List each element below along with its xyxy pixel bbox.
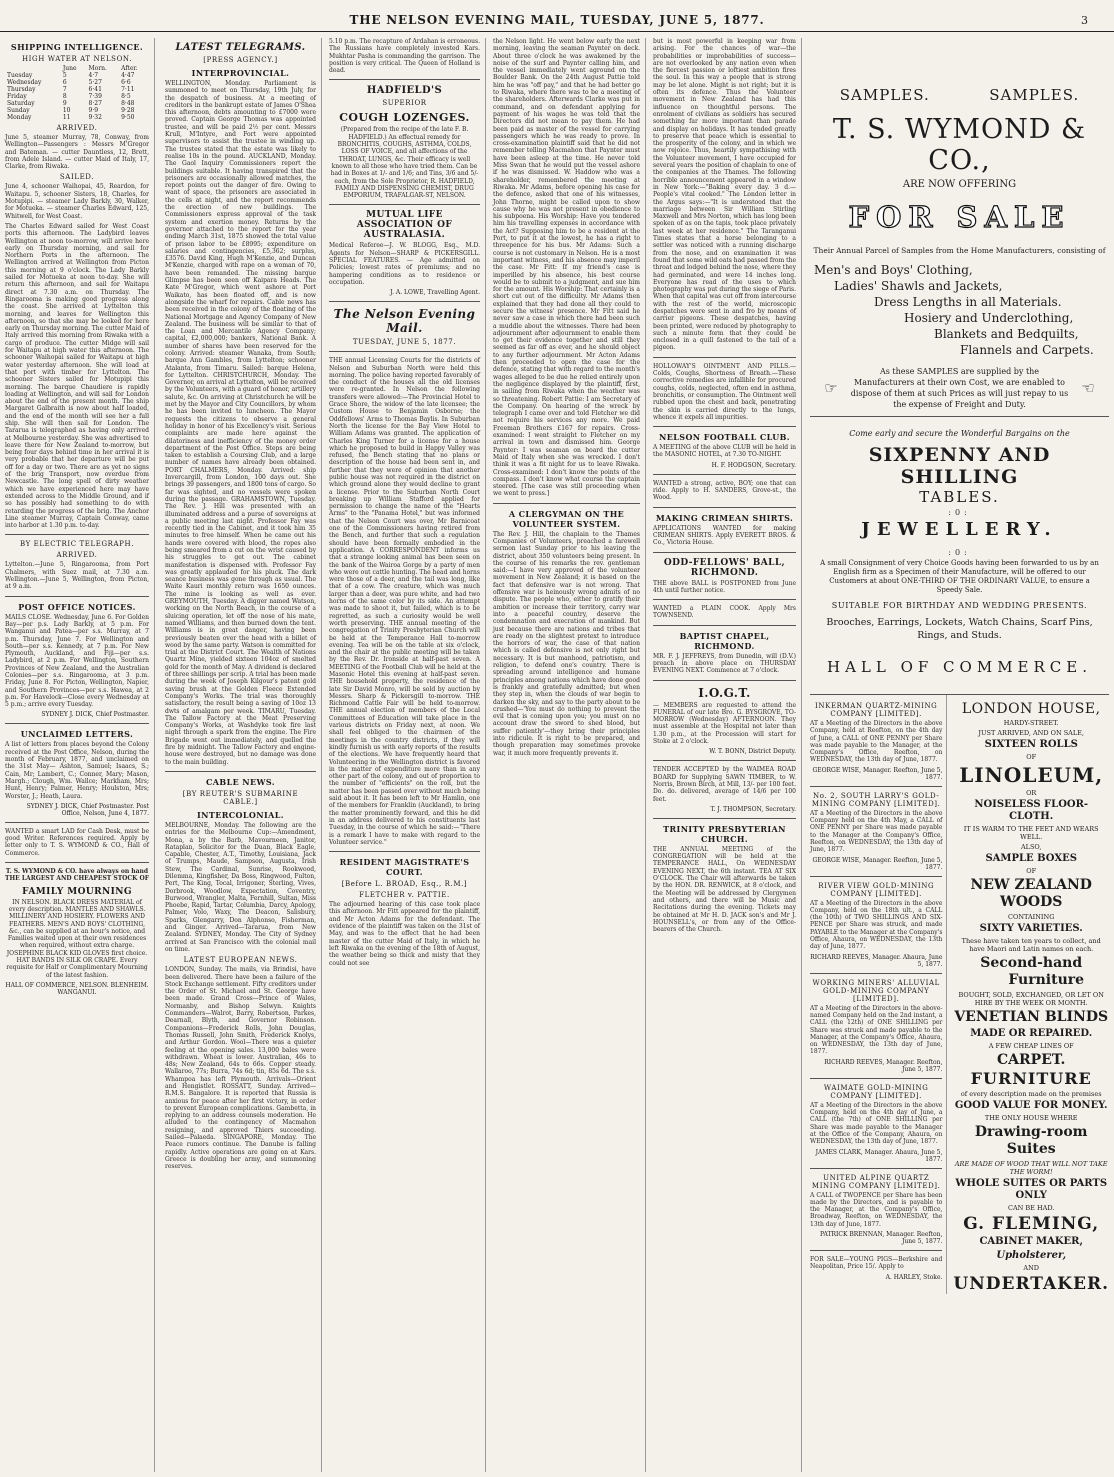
ornament-divider: :0: [948, 508, 971, 517]
connector-text: OF [1026, 753, 1037, 761]
notice [810, 1084, 942, 1163]
tide-row: Friday 8 7·39 8·5 [7, 93, 131, 100]
as-these-text: As these SAMPLES are supplied by the Manufacturers at their own Cost, we are enabled to dispose of them at such Prices as will just repay to us the expense of Freight and Duty. [850, 367, 1069, 409]
samples-right: SAMPLES. [989, 86, 1080, 104]
goods-item: Flannels and Carpets. [960, 343, 1094, 357]
tide-row: Wednesday 6 5·27 6·6 [7, 79, 131, 86]
football-club-heading: NELSON FOOTBALL CLUB. [659, 432, 790, 443]
connector-text: OR [1026, 789, 1037, 797]
london-house-heading: LONDON HOUSE, [961, 701, 1101, 717]
latest-telegrams-heading: LATEST TELEGRAMS. [175, 42, 306, 53]
notice-text: FOR SALE—YOUNG PIGS—Berkshire and Neapolitan, Price 15/. Apply to [810, 1255, 943, 1271]
cable-news-heading: CABLE NEWS. [206, 776, 275, 787]
second-hand: Second-hand [980, 955, 1083, 971]
sailed-text: June 4, schooner Waihopai, 45, Reardon, for Waitapu. 5, schooner Sisters, 18, Charles, for Motupipi. — steamer Lady Barkly, 30, Walker, for Motueka. — steamer Charles Edward, 125, Whitwell, for West Coast. [5, 183, 149, 220]
pointing-hand-icon: ☜ [1081, 378, 1095, 397]
telegraph-heading: BY ELECTRIC TELEGRAPH. [19, 540, 135, 549]
football-club-text: A MEETING of the above CLUB will be held in the MASONIC HOTEL, at 7.30 TO-NIGHT. [653, 444, 796, 459]
tide-row: Monday 11 9·32 9·50 [7, 114, 135, 121]
notice [810, 979, 942, 1073]
divider [653, 507, 796, 508]
high-water-heading: HIGH WATER AT NELSON. [21, 55, 133, 63]
ten-years-text: These have taken ten years to collect, and have Maori and Latin names on each. [961, 937, 1101, 953]
undertaker: UNDERTAKER. [953, 1274, 1109, 1294]
notice-signature: A. HARLEY, Stoke. [885, 1273, 943, 1281]
divider [810, 876, 942, 877]
crimean-text: APPLICATIONS WANTED for making CRIMEAN SHIRTS. Apply EVERETT BROS. & Co., Victoria House. [653, 524, 796, 547]
connector-text: OF [1026, 867, 1037, 875]
column-6-advertisement [805, 38, 1114, 1472]
arrived-text: June 5, steamer Murray, 78, Conway, from Wellington—Passengers : Messrs M'Gregor and Bateman. — cutter Dauntless, 12, Brett, from Adele Island. — cutter Maid of Italy, 17, Clarke, from Riwaka. [5, 134, 149, 171]
sailed-heading: SAILED. [59, 173, 95, 182]
divider [329, 204, 480, 205]
tide-table [5, 65, 149, 121]
trinity-text: THE ANNUAL MEETING of the CONGREGATION will be held at the TEMPERANCE HALL, On WEDNESDAY EVENING NEXT, the 6th instant. TEA AT SIX O'CLOCK. The Chair will afterwards be taken by the HON. DR. RENWICK, at 8 o'clock, and the Meeting will be addressed by Clergymen and others, and there will be Music and Recitations during the evening. Tickets may be obtained at Mr H. D. JACK son's and Mr J. HOUNSELL's, or from any of the Office-bearers of the Church. [653, 845, 796, 934]
divider [653, 599, 796, 600]
family-mourning-heading: FAMILY MOURNING [22, 886, 132, 897]
ornament-divider: :0: [948, 548, 971, 557]
can-be-had: CAN BE HAD. [1007, 1204, 1055, 1212]
tide-row: Saturday 9 8·27 8·48 [7, 100, 135, 107]
notice-signature: GEORGE WISE, Manager. Reefton, June 5, 1877. [812, 856, 943, 871]
sample-boxes: SAMPLE BOXES [985, 853, 1077, 864]
annual-parcel-text: Their Annual Parcel of Samples from the Home Manufacturers, consisting of [813, 246, 1106, 255]
telegraph-text: Lyttelton.—June 5, Ringarooma, from Port Chalmers, with Suez mail, at 7.30 a.m. Wellington.—June 5, Wellington, from Picton, at 9 a.m. [5, 561, 149, 591]
divider [653, 357, 796, 358]
connector-text: CONTAINING [1008, 913, 1055, 921]
divider [810, 1250, 942, 1251]
sixteen-rolls: SIXTEEN ROLLS [984, 739, 1078, 750]
divider [653, 680, 796, 681]
interprovincial-text: WELLINGTON, Monday. Parliament is summoned to meet on Thursday, 19th July, for the despatch of business. At a meeting of creditors in the bankrupt estate of James O'Shea this afternoon, debts amounting to £7000 were proved. Captain George Thomas was appointed trustee, and will be paid 2½ per cent. Messrs Krull, M'Intyre, and Fort were appointed supervisors to assist the trustee in winding up. The trustee stated that the estate was likely to realise 10s in the pound. AUCKLAND, Monday. The Gaol Inquiry Commissioners report the buildings suitable. It having transpired that the prisoners are occasionally allowed matches, the report points out the danger of fire. Owing to want of space, the prisoners are associated in the cells at night, and the report recommends the erection of new buildings. The Commissioners express approval of the task system and exertion money. Returns by the governor attached to the report for the year ending March 31st, 1875 showed the total value of prison labor to be £8995; expenditure on salaries and contingencies, £5,362; surplus, £3576. David King, Hugh M'Kenzie, and Duncan M'Kenzie, charged with rape on a woman of 70, have been remanded. The missing barque Glimpse has been seen off Kaipara Heads. The Kate M'Gregor, which went ashore at Port Waikato, has been floated off, and is now alongside the wharf for repairs. Cable news has been received in the colony of the floating of the National Mortgage and Agency Company of New Zealand. The business will be similar to that of the Loan and Mercantile Agency Company; capital, £2,000,000; bankers, National Bank. A number of shares have been reserved for the colony. Arrived: steamer Wanaka, from South; barque Ann Gambles, from Lyttelton; schooner Atalanta, from Timaru. Sailed: barque Helena, for Lyttelton. CHRISTCHURCH, Monday. The Governor, on arrival at Lyttelton, will be received by the Volunteers, with a guard of honor, artillery salute, &c. On arriving at Christchurch he will be met by the Mayor and City Councillors, by whom he has been invited to luncheon. The Mayor requests the citizens to observe a general holiday in honor of his Excellency's visit. Serious complaints are made here against the dilatoriness and inefficiency of the money order department of the Post Office. Steps are being taken to establish a Coursing Club, and a large number of names have already been obtained. PORT CHALMERS, Monday. Arrived: ship Invercargill, from London, 100 days out. She brings 39 passengers, and 1800 tons of cargo. So far was sighted, and no vessels were spoken during the passage. GRAHAMSTOWN, Tuesday. The Rev. J. Hill was presented with an illuminated address and a purse of sovereigns at a public meeting last night. Professor Fay was recently tied in the Cabinet, and it took him 35 minutes to free himself. When he came out his hands were covered with blood, the ropes also being smeared from a cut on the wrist caused by his struggles to get out. The cabinet manifestation is dispensed with. Professor Fay was greatly applauded for his pluck. The dark seance business was gone through as usual. The Waite Kauri monthly return was 1650 ounces. The mine is looking as well as ever. GREYMOUTH, Tuesday. A digger named Watson, working on the North Beach, in the course of a sluicing operation, let off the nose of his mate, named Williams, and then burned down the tent. Williams is in great danger, having been previously beaten over the head with a billet of wood by the same party. Watson is committed for trial at the District Court. The Wealth of Nations Quartz Mine, yielded sixteen 104oz of smelted gold for the month of May. A dividend is declared of three shillings per scrip. A trial has been made during the week of Joseph Kilgour's patent gold saving brush at the Golden Fleece Extended Company's Works. The trial was thoroughly satisfactory, the result being a saving of 10oz 13 dwts of amalgam per week. TIMARU, Tuesday. The Tallow Factory at the Meat Preserving Company's Works, at Washdyke took fire last night through a spark from the engine. The Fire Brigade went out immediately, and quelled the fire by midnight. The Tallow Factory and engine-house were destroyed, but no damage was done to the main building. [165, 80, 316, 766]
football-club-signature: H. F. HODGSON, Secretary. [711, 461, 796, 469]
shipping-body: The Charles Edward sailed for West Coast ports this afternoon. The Ladybird leaves Wellington at noon to-morrow, will arrive here early on Thursday morning, and sail for Northern Ports in the afternoon. The Wellington arrived at Wellington from Picton this morning at 9 o'clock. The Lady Barkly sailed for Motueka at noon to-day. She will return this afternoon, and sail for Waitapu direct at 7.30 a.m. on Thursday. The Ringarooma is making good progress along the coast. She arrived at Lyttelton this morning, and leaves for Wellington this afternoon, so that she may be looked for here early on Thursday morning. The cutter Maid of Italy arrived this morning from Riwaka with a cargo of produce. The cutter Midge will sail for Waitapu at high water this afternoon. The schooner Waihopai sailed for Waitapu at high water yesterday afternoon. She will load at that port with timber for Lyttelton. The schooner Sisters sailed for Motupipi this morning. The barque Chaudiere is rapidly loading at Wellington, and will sail for London about the end of the present month. The ship Margaret Galbraith is now about half loaded, and the end of the month will see her a full ship. She will then sail for London. The Tararua is telegraphed as having only arrived at Melbourne yesterday. She was advertised to leave there for New Zealand to-morrow, but being four days behind time in her arrival it is very probable that her departure will be put off for a day or two. There are as yet no signs of the brig Transport, now overdue from Newcastle. The long spell of dirty weather which we have experienced here may have extended across to the Middle Ground, and if so has possibly had something to do with retarding the progress of the brig. The Anchor Line steamer Murray, Captain Conway, came into harbor at 1.30 p.m. to-day. [5, 222, 149, 530]
divider [653, 552, 796, 553]
few-cheap-lines: A FEW CHEAP LINES OF [988, 1042, 1074, 1050]
notice-text: AT a Meeting of the Directors in the above-named Company held on the 2nd instant, a CALL (the 12th) of ONE SHILLING per Share was struck and made payable to the Manager, at the Company's Office, Ahaura, on WEDNESDAY, the 13th day of June, 1877. [810, 1004, 943, 1056]
court-text: The adjourned hearing of this case took place this afternoon. Mr Fitt appeared for the plaintiff, and Mr Acton Adams for the defendant. The evidence of the plaintiff was taken on the 31st of May, and was to the effect that he had been master of the cutter Maid of Italy, in which he left Riwaka on the evening of the 18th of August, the weather being so thick and misty that they could not see [329, 901, 480, 967]
divider [329, 79, 480, 80]
linoleum-heading: LINOLEUM, [959, 763, 1104, 787]
column-1 [0, 38, 155, 1472]
suitable-text: SUITABLE FOR BIRTHDAY AND WEDDING PRESENTS. [831, 601, 1088, 610]
mourning-signature: HALL OF COMMERCE, NELSON. BLENHEIM. WANGANUI. [5, 981, 149, 996]
tender-text: TENDER ACCEPTED by the WAIMEA ROAD BOARD for Supplying SAWN TIMBER, to W. Norris, Brown Birch, at Mill, 13/- per 100 feet. Do. do. delivered, average of 14/6 per 100 feet. [653, 766, 796, 803]
divider [810, 1078, 942, 1079]
divider [5, 723, 149, 724]
notice [810, 1256, 942, 1281]
goods-item: Ladies' Shawls and Jackets, [834, 279, 1003, 293]
crimean-heading: MAKING CRIMEAN SHIRTS. [655, 512, 794, 523]
wanted-boy-ad: WANTED a strong, active, BOY; one that can ride. Apply to H. SANDERS, Grove-st., the Wood. [653, 479, 796, 502]
notice-signature: JAMES CLARK, Manager. Ahaura, June 5, 1877. [815, 1148, 943, 1163]
samples-row [810, 86, 1109, 104]
mutual-life-text: Medical Referee—J. W. BLOGG, Esq., M.D. Agents for Nelson—SHARP & PICKERSGILL. SPECIAL FEATURES. — Age admitted on Policies; lowest rates of premiums; and no hampering conditions as to residence or occupation. [329, 242, 480, 286]
notice-text: AT a Meeting of the Directors in the above Company held on the 4th May, a CALL of ONE PENNY per Share was made payable to the Manager at the Company's Office, Reefton, on WEDNESDAY, the 13th day of June, 1877. [810, 809, 943, 854]
divider [5, 822, 149, 823]
cough-lozenges-text: (Prepared from the recipe of the late F. B. HADFIELD.) An effectual remedy for BRONCHITIS, COUGHS, ASTHMA, COLDS, LOSS OF VOICE, and all affections of the THROAT, LUNGS, &c. Their efficacy is well known to all those who have tried them. Can be had in Boxes at 1/- and 1/6; and Tins, 3/6 and 5/- each, from the Sole Proprietor, R. HADFIELD, FAMILY AND DISPENSING CHEMIST, DRUG EMPORIUM, TRAFALGAR-ST, NELSON. [330, 126, 479, 200]
nz-woods: NEW ZEALAND WOODS [970, 877, 1092, 910]
divider [493, 503, 640, 504]
case-title: FLETCHER v. PATTIE. [359, 891, 450, 900]
press-agency: [PRESS AGENCY.] [203, 56, 278, 64]
tide-row: Thursday 7 6·41 7·11 [7, 86, 135, 93]
unclaimed-text: A list of letters from places beyond the Colony received at the Post Office, Nelson, during the month of February, 1877, and unclaimed on the 31st May— Ashton, Samuel; Isaacs, S.; Cain, Mr; Lambert, C.; Conner, Mary; Mason, Margh.; Clough, Wm. Wallce; Markham, Mrs; Hunt, Henry; Palmer, Henry; Houlston, Mrs; Worster, J.; Heath, Laura. [5, 741, 149, 800]
wanted-cook-ad: WANTED a PLAIN COOK. Apply Mrs TOWNSEND. [653, 605, 796, 620]
only-house: THE ONLY HOUSE WHERE [984, 1114, 1078, 1122]
come-early-text: Come early and secure the Wonderful Bargains on the [849, 429, 1070, 438]
tide-head: June [62, 65, 77, 72]
cabinet-maker: CABINET MAKER, [979, 1236, 1083, 1247]
unclaimed-signature: SYDNEY J. DICK, Chief Postmaster. Post Office, Nelson, June 4, 1877. [26, 802, 149, 817]
oddfellows-heading: ODD-FELLOWS' BALL, RICHMOND. [663, 557, 786, 578]
divider [5, 596, 149, 597]
baptist-heading: BAPTIST CHAPEL, RICHMOND. [679, 630, 770, 651]
notice [810, 882, 942, 968]
notice-title: No. 2, SOUTH LARRY'S GOLD-MINING COMPANY [LIMITED]. [811, 791, 941, 808]
notice-title: UNITED ALPINE QUARTZ MINING COMPANY [LIMITED]. [811, 1173, 941, 1190]
notice-signature: PATRICK BRENNAN, Manager. Reefton, June 5, 1877. [820, 1230, 943, 1245]
notice-signature: RICHARD REEVES, Manager. Ahaura, June 5, 1877. [810, 953, 943, 968]
holloway-ad: HOLLOWAY'S OINTMENT AND PILLS.—Colds, Coughs, Shortness of Breath.—These corrective remedies are infallible for procured coughs, colds, neglected, often end in asthma, bronchitis, or consumption. The Ointment well rubbed upon the chest and back, penetrating the skin is carried directly to the lungs, whence it expels all impurities. [653, 362, 796, 421]
trinity-heading: TRINITY PRESBYTERIAN CHURCH. [663, 823, 786, 844]
cable-continued: 5.10 p.m. The recapture of Ardahan is erroneous. The Russians have completely invested Kars. Mukhtar Pasha is commanding the garrison. The position is very critical. The Queen of Holland is dead. [329, 38, 480, 75]
notice-title: WAIMATE GOLD-MINING COMPANY [LIMITED]. [823, 1083, 929, 1100]
connector-text: ALSO, [1020, 843, 1042, 851]
divider [810, 1168, 942, 1169]
arrived-heading: ARRIVED. [56, 124, 98, 132]
upholsterer: Upholsterer, [996, 1250, 1067, 1261]
column-2 [160, 38, 322, 1472]
good-value: GOOD VALUE FOR MONEY. [954, 1100, 1108, 1111]
notice [810, 702, 942, 781]
column-3 [324, 38, 486, 1472]
iogt-text: — MEMBERS are requested to attend the FUNERAL of our late Bro. G. BYSGROVE, TO-MORROW (Wednesday) AFTERNOON. They must assemble at the Hospital not later than 1.30 p.m., at the Procession will start for Stoke at 2 o'clock. [653, 701, 796, 746]
european-text: LONDON, Sunday. The mails, via Brindisi, have been delivered. There have been a failure of the Stock Exchange settlement. Fifty creditors under the Order of St. Michael and St. George have been made. Grand Cross—Prince of Wales, Normanby, and Bishop Selwyn. Knights Commanders—Walrot, Barry, Robertson, Parkes, Dearnall, Blyth, and Governor Robinson. Companions—Frederick Rolls, John Douglas, Thomas Russell, John Smith, Frederick Knolys, and Arthur Gordon. Wool—There was a quieter feeling at the opening sales. 13,000 bales were withdrawn. Wheat is lower. Australian, 46s to 48s; New Zealand, 64s to 66s. Copper steady. Wallaroo, 77s; Burra, 74s 6d; tin, 85s 6d. The s.s. Whampoa has left Plymouth. Arrivals—Orient and Hengistlet. ROSSATT, Sunday. Arrived—R.M.S. Bangalore. It is reported that Russia is anxious for peace after her first victory, in order to prevent European complications. Gambetta, in replying to an address counsels moderation. He alluded to the contingency of Macmahon resigning, and approved Thiers succeeding. Sailed—Palaeda. SINGAPORE, Monday. The Peace rumors continue. The Danube is falling rapidly. Active operations are going on at Kars. Greece is doubling her army, and summoning reserves. [165, 966, 316, 1171]
notice-signature: GEORGE WISE, Manager. Reefton, June 5, 1877. [812, 766, 943, 781]
goods-item: Hosiery and Underclothing, [904, 311, 1074, 325]
notice-title: RIVER VIEW GOLD-MINING COMPANY [LIMITED]. [818, 881, 935, 898]
clergyman-heading: A CLERGYMAN ON THE VOLUNTEER SYSTEM. [508, 508, 625, 529]
court-text-continued: the Nelson light. He went below early the next morning, leaving the seaman Paynter on deck. About three o'clock he was awakened by the noise of the surf and Paynter calling him, and the vessel immediately went aground on the Boulder Bank. On the 24th August Pattie told him he was "off pay," and that he had better go to Riwaka, where there was to be a meeting of the shareholders. Afterwards Clarke was put in command, and on defendant applying for payment of his wages he was told that the Directors did not mean to pay them. He had been paid as master of the vessel for carrying passengers which he was ready to prove. In cross-examination plaintiff said that he did not remember telling Macmahon that Paynter must have been asleep at the time. He never told Miss Swan that he would put the vessel ashore if he was dismissed. W. Haddow who was a shareholder, remembered the meeting at Riwaka. Mr Adams, before opening his case for the defence, asked that one of his witnesses, John Thorne, might be called upon to show cause why he was not present in obedience to his subpoena. His Worship: Have you tendered him his travelling expenses in accordance with the Act? Supposing him to be a resident at the Port, to put it at the lowest, he has a right to threepence for his bus. Mr Adams: Such a course is not customary in Nelson. He is a most important witness, and his absence may imperil the case. Mr Fitt: If my friend's case is imperilled by his absence, his best course would be to submit to a judgment, and sue him for the amount. His Worship: That certainly is a short cut out of the difficulty. Mr Adams then explained that they had done all they could to secure the witness' presence. Mr Fitt said he never saw a case in which there had been such a muddle about the witnesses. There had been adjournment after adjournment to enable them to get their evidence together and still they seemed as far off as ever, and he should object to any further adjournment. Mr Acton Adams then proceeded to open the case for the defence, stating that with regard to the month's wages alleged to be due he relied entirely upon the negligence displayed by the plaintiff, first, in sailing from Riwaka when the weather was so threatening. Robert Pattie: I am Secretary of the Company. On hearing of the wreck by telegraph I came over and told Fletcher we did not require his services any more. We paid Freeman Brothers £167 for repairs. Cross-examined: I went straight to Fletcher on my arrival in town and dismissed him. George Paynter: I was seaman on board the cutter Maid of Italy when she was wrecked. I don't think it was a fit night for us to leave Riwaka. Cross-examined: I don't know the points of the compass. I don't know what course the captain steered. [The case was still proceeding when we went to press.] [493, 38, 640, 498]
mourning-text: IN NELSON. BLACK DRESS MATERIAL of every description. MANTLES AND SHAWLS. MILLINERY AND HOSIERY. FLOWERS AND FEATHERS. MEN'S AND BOYS' CLOTHING, &c., can be supplied at an hour's notice, and Families waited upon at their own residences when required, without extra charge. JOSEPHINE BLACK KID GLOVES first choice. HAT BANDS IN SILK OR CRAPE. Every requisite for Half or Complimentary Mourning of the latest fashion. [6, 898, 148, 979]
iogt-signature: W. T. BONN, District Deputy. [709, 748, 796, 756]
whole-suites: WHOLE SUITES OR PARTS ONLY [955, 1178, 1108, 1201]
divider [653, 818, 796, 819]
divider [5, 534, 149, 535]
european-heading: LATEST EUROPEAN NEWS. [183, 956, 298, 965]
divider [810, 786, 942, 787]
mutual-life-signature: J. A. LOWE, Travelling Agent. [390, 289, 480, 297]
notice-text: AT a Meeting of the Directors in the above Company, held on the 4th day of June, a CALL (the 7th) of ONE SHILLING per Share was made payable to the Manager at the Office of the Company, Ahaura, on WEDNESDAY, the 13th day of June, 1877. [810, 1101, 943, 1146]
baptist-text: MR. F. J. JEFFREYS, from Dunedin, will (D.V.) preach in above place on THURSDAY EVENING NEXT. Commence at 7 o'clock. [653, 652, 796, 675]
superior-label: SUPERIOR [382, 99, 427, 108]
drawing-room-suites: Drawing-room Suites [974, 1124, 1088, 1157]
sixty-varieties: SIXTY VARIETIES. [979, 923, 1083, 934]
wymond-heading: T. S. WYMOND & CO., [832, 114, 1087, 176]
divider [653, 760, 796, 761]
divider [810, 416, 1109, 417]
pointing-hand-icon: ☞ [824, 378, 838, 397]
warm-text: IT IS WARM TO THE FEET AND WEARS WELL. [963, 825, 1099, 841]
worm-text: ARE MADE OF WOOD THAT WILL NOT TAKE THE WORM! [954, 1160, 1108, 1176]
divider [5, 862, 149, 863]
notice-text: AT a Meeting of the Directors in the above Company, held at Reefton, on the 4th day of June, a CALL of ONE PENNY per Share was made payable to the Manager, at the Company's Office, Reefton, on WEDNESDAY, the 13th day of June, 1877. [810, 720, 943, 764]
furniture-big: FURNITURE [970, 1069, 1092, 1088]
london-house-ad [947, 695, 1109, 1294]
hardy-street: HARDY-STREET. [1003, 719, 1059, 727]
notice-text: A CALL of TWOPENCE per Share has been made by the Directors, and is payable to the Manager, at the Company's Office, Broadway, Reefton, on WEDNESDAY, the 13th day of June, 1877. [810, 1191, 943, 1228]
clergyman-continued: but is most powerful in keeping war from arising. For the chances of war—the probabilities or improbabilities of success—are not overlooked by any nation even when the fiercest passion or loftiest ambition fires the soul. In this way a people that is strong may be let alone. Might is not right; but it is often its defence. Thus the Volunteer movement in New Zealand has had this influence on thoughtful persons. The enrolment of civilians as soldiers has secured something far more important than parade and display on holidays. It has tended greatly to preserve that peace which is essential to the prosperity of the colony, and in which we now rejoice. Thus, heartily sympathising with the Volunteer movement, I have occupied for several years the position of chaplain to one of the companies at the Thames. The following horrible announcement appeared in a window in New York:—"Baking every day. 3 d.—People's vital cooked." The London letter in the Argus says:—"It is understood that the marriage between Sir William Stirling Maxwell and Mrs Norton, which has long been spoken of as on the tapis, took place privately last week at her residence." The Taranganui Times states that a horse belonging to a settler was noticed with a running discharge from the nose, and on examination it was found that some wild oats had passed from the throat and lodged behind the nose, where they had germinated, and were 14 inches long. Everyone has read of the uses to which photography was put during the siege of Paris. When that capital was cut off from intercourse with the rest of the world, microscopic despatches were sent in and fro by means of carrier pigeons. These despatches, having been printed, were reduced by photography to such a minute form that they could be enclosed in a quill fastened to the tail of a pigeon. [653, 38, 796, 352]
noiseless-floor-cloth: NOISELESS FLOOR-CLOTH. [974, 799, 1089, 822]
divider [653, 426, 796, 427]
furniture-heading: Furniture [1008, 972, 1085, 988]
are-now-offering: ARE NOW OFFERING [902, 179, 1017, 190]
made-repaired: MADE OR REPAIRED. [970, 1028, 1093, 1039]
bought-sold: BOUGHT, SOLD, EXCHANGED, OR LET ON HIRE BY THE WEEK OR MONTH. [958, 991, 1104, 1007]
post-office-signature: SYDNEY J. DICK, Chief Postmaster. [41, 711, 149, 719]
tide-row: Tuesday 5 4·7 4·47 [7, 72, 135, 79]
for-sale-heading: FOR SALE [848, 200, 1071, 234]
samples-left: SAMPLES. [839, 86, 930, 104]
paper-nameplate: The Nelson Evening Mail. [333, 307, 476, 336]
clergyman-text: The Rev. J. Hill, the chaplain to the Thames Companies of Volunteers, preached a farewell sermon last Sunday prior to his leaving the district, about 350 volunteers being present. In the course of his remarks the rev. gentleman said:—I have very approved of the volunteer movement in New Zealand; it is based on the fact that defensive war is not wrong. That offensive war is heinously wrong admits of no dispute. The people who, either to gratify their ambition or increase their territory, carry war into a peaceful country, deserve the condemnation and execration of mankind. But just because there are nations and tribes that are ready on the slightest pretext to introduce the horrors of war, the case of that nation which is called defensive is not only right but necessary. It is but manhood, patriotism, and religion, to defend one's country. There is spreading around intelligence and humane principles among nations which have done good is frankly and gratefully admitted; but when they step in, when the clouds of war begin to darken the sky, and say to the party about to be crushed—'You must do nothing to prevent the evil that is coming upon you; you must on no account draw the sword to shed blood, but suffer patiently'—they bring their principles into ridicule. It is right to be prepared, and though preparation may sometimes provoke war, it much more frequently prevents it. [493, 530, 640, 757]
intercolonial-heading: INTERCOLONIAL. [197, 809, 284, 820]
goods-item: Men's and Boys' Clothing, [814, 263, 973, 277]
tide-row: Sunday 10 9·9 9·28 [7, 107, 135, 114]
divider [653, 625, 796, 626]
sixpenny-heading: SIXPENNY AND SHILLING [868, 444, 1051, 488]
divider [329, 851, 480, 852]
carpet-heading: CARPET. [997, 1052, 1066, 1068]
post-office-text: MAILS CLOSE. Wednesday, June 6. For Golden Bay—per p.s. Lady Barkly, at 5 p.m. For Wanganui and Patea—per s.s. Murray, at 7 p.m. Thursday, June 7. For Wellington and South—per s.s. Kennedy, at 7 p.m. For New Plymouth, Auckland, and Fiji—per s.s. Ladybird, at 2 p.m. For Wellington, Southern Provinces of New Zealand, and the Australian Colonies—per s.s. Ringarooma, at 3 p.m. Friday, June 8. For Picton, Wellington, Napier, and Southern Provinces—per s.s. Hawea, at 2 p.m. For Havelock—Close every Wednesday at 5 p.m.; arrive every Tuesday. [5, 613, 149, 709]
every-description: of every description made on the premises [960, 1090, 1102, 1098]
as-these-row [818, 366, 1101, 410]
mutual-life-heading: MUTUAL LIFE ASSOCIATION OF AUSTRALASIA. [356, 210, 453, 241]
divider [165, 771, 316, 772]
jewellery-heading: JEWELLERY. [861, 519, 1058, 540]
newspaper-header: THE NELSON EVENING MAIL, TUESDAY, JUNE 5, 1877. [349, 13, 765, 27]
tide-head [5, 65, 61, 72]
post-office-heading: POST OFFICE NOTICES. [18, 601, 136, 612]
unclaimed-heading: UNCLAIMED LETTERS. [20, 729, 134, 740]
telegraph-arrived: ARRIVED. [56, 551, 98, 560]
notice-signature: RICHARD REEVES, Manager. Reefton, June 5, 1877. [824, 1058, 943, 1073]
goods-list [810, 262, 1109, 358]
goods-item: Dress Lengths in all Materials. [874, 295, 1062, 309]
tide-head: Morn. [88, 65, 107, 72]
fleming-heading: G. FLEMING, [963, 1214, 1100, 1234]
column-5 [648, 38, 802, 1472]
wymond-mourning-intro: T. S. WYMOND & CO. have always on hand THE LARGEST AND CHEAPEST STOCK OF [5, 868, 149, 883]
before-magistrate: [Before L. BROAD, Esq., R.M.] [341, 880, 468, 889]
divider [653, 474, 796, 475]
notice [810, 1174, 942, 1245]
hadfield-heading: HADFIELD'S [366, 85, 443, 97]
brooches-text: Brooches, Earrings, Lockets, Watch Chains, Scarf Pins, Rings, and Studs. [826, 617, 1093, 641]
column-4 [488, 38, 646, 1472]
divider [329, 301, 480, 302]
mining-notices [810, 695, 947, 1294]
intercolonial-text: MELBOURNE, Monday. The following are the entries for the Melbourne Cup:—Amendment, Mona, a by the Barb, Mavourneen, Janitor, Rataplan, Solicitor for the Duan, Black Eagle, Capable, Chester, A.T., Timothy, Louisiana, Jack of Trumps, Maude, Sampson, Augusta, Irish Stew, The Cardinal, Sunrise, Rookwood, Dilemma, Kingfisher, Da Boss, Ringwood, Fulton, Pert, The King, Tocal, Irrigoner, Sterling, Vives, Dorbrook, Woodlow, Expectation, Coventry, Burwood, Wrangler, Malta, Fernhill, Sultan, Miss Phoebe, Rapid, Tartar, Columbia, Darcy, Apology, Palmer, Volo, Waxy, The Deacon, Salisbury, Sparks, Glengarry, Don Alphonso, Fisherman, and Ginger. Arrived—Tararua, from New Zealand. SYDNEY, Monday. The City of Sydney arrived at San Francisco with the colonial mail on time. [165, 821, 316, 953]
connector-text: AND [1023, 1264, 1039, 1272]
notice-title: INKERMAN QUARTZ-MINING COMPANY [LIMITED]. [815, 702, 938, 718]
venetian-blinds: VENETIAN BLINDS [954, 1009, 1109, 1025]
interprovincial-heading: INTERPROVINCIAL. [191, 68, 290, 78]
resident-magistrate-heading: RESIDENT MAGISTRATE'S COURT. [339, 857, 470, 878]
divider [329, 351, 480, 352]
tender-signature: T. J. THOMPSON, Secretary. [710, 805, 796, 813]
shipping-heading: SHIPPING INTELLIGENCE. [10, 42, 144, 52]
oddfellows-text: THE above BALL is POSTPONED from June 4th until further notice. [653, 579, 796, 594]
cough-lozenges-heading: COUGH LOZENGES. [339, 111, 470, 125]
notice-title: WORKING MINERS' ALLUVIAL GOLD-MINING COMPANY [LIMITED]. [812, 978, 940, 1003]
hall-of-commerce: HALL OF COMMERCE. [826, 658, 1092, 676]
local-news-text: THE annual Licensing Courts for the districts of Nelson and Suburban North were held this morning. The police having reported favorably of the conduct of the houses all the old licenses were re-granted. In Nelson the following transfers were allowed:—The Provincial Hotel to Grace Shore, the widow of the late licensee; the Custom House to Benjamin Osborne; the Oddfellows' Arms to Thomas Baylis. In Suburban North the license for the Bay View Hotel to William Adams was granted. The application of Charles King Turner for a license for a house which he proposed to build in Happy Valley was refused, the Bench stating that no plans or description of the house had been sent in, and further that they were of opinion that another public house was not required in the district on which ground alone they would decline to grant a license. Prior to the Suburban North Court breaking up William Stafford applied for permission to change the name of the "Hearts Arms" to the "Panama Hotel," but was informed that the Nelson Court was over, Mr Barnicoat one of the Commissioners having retired from the Bench, and further that such a regulation should have been formally embodied in the application. A CORRESPONDENT informs us that a strange looking animal has been seen on the bank of the Wairoa Gorge by a party of men who were out cattle hunting. The head and horns were those of a deer, and the tail was long, like that of a cow. The creature, which was much larger than a deer, was pure white, and had two horns of the same color by its side. An attempt was made to shoot it, but failed, which is to be regretted, as such a curiosity would be well worth preserving. THE annual meeting of the congregation of Trinity Presbyterian Church will be held at the Temperance Hall to-morrow evening. Tea will be on the table at six o'clock, and the chair at the public meeting will be taken by the Rev. Dr. Ironside at half-past seven. A MEETING of the Football Club will be held at the Masonic Hotel this evening at half-past seven. THE household property, the residence of the late Sir David Monro, will be sold by auction by Messrs. Sharp & Pickersgill to-morrow. THE Richmond Cattle Fair will be held to-morrow. THE annual election of members of the Local Committees of Education will take place in the various districts on Friday next, at noon. We shall feel obliged to the chairmen of the meetings in the country districts, if they will kindly furnish us with early reports of the results of the elections. We have frequently heard that Volunteering in the Wellington district is favored in the matter of expenditure more than in any other part of the colony, and out of proportion to the number of "efficients" on the roll, but the matter has been passed over without much being said about it. It has been left to Mr Hamlin, one of the members for Franklin (Auckland), to bring the matter prominently forward, and this he did in an address delivered to his constituents last Tuesday, in the course of which he said:—"There is a remark I have to make with regard to the Volunteer service." [329, 357, 480, 846]
divider [810, 973, 942, 974]
just-arrived: JUST ARRIVED, AND ON SALE, [978, 729, 1084, 737]
notice [810, 792, 942, 871]
goods-item: Blankets and Bedquilts, [934, 327, 1079, 341]
consignment-text: A small Consignment of very Choice Goods having been forwarded to us by an English firm as a Specimen of their Manufacture, will be offered to our Customers at about ONE-THIRD OF THE ORDINARY VALUE, to ensure a Speedy Sale. [820, 559, 1099, 594]
reuter-note: [BY REUTER'S SUBMARINE CABLE.] [182, 789, 299, 806]
tables-heading: TABLES. [919, 488, 1000, 506]
iogt-heading: I.O.G.T. [698, 685, 751, 700]
notice-text: AT a Meeting of the Directors in the above Company, held on the 18th ult., a CALL (the 10th) of TWO SHILLINGS AND SIX-PENCE per Share was struck, and made PAYABLE to the Manager at the Company's Office, Ahaura, on WEDNESDAY, the 13th day of June, 1877. [810, 899, 943, 951]
masthead [0, 10, 1114, 32]
paper-date: TUESDAY, JUNE 5, 1877. [352, 338, 457, 347]
tide-head: After. [121, 65, 138, 72]
wanted-lad-ad: WANTED a smart LAD for Cash Desk, must be good Writer. References required. Apply by letter only to T. S. WYMOND & CO., Hall of Commerce. [5, 827, 149, 857]
page-number: 3 [1081, 14, 1088, 27]
bottom-split [810, 694, 1109, 1294]
